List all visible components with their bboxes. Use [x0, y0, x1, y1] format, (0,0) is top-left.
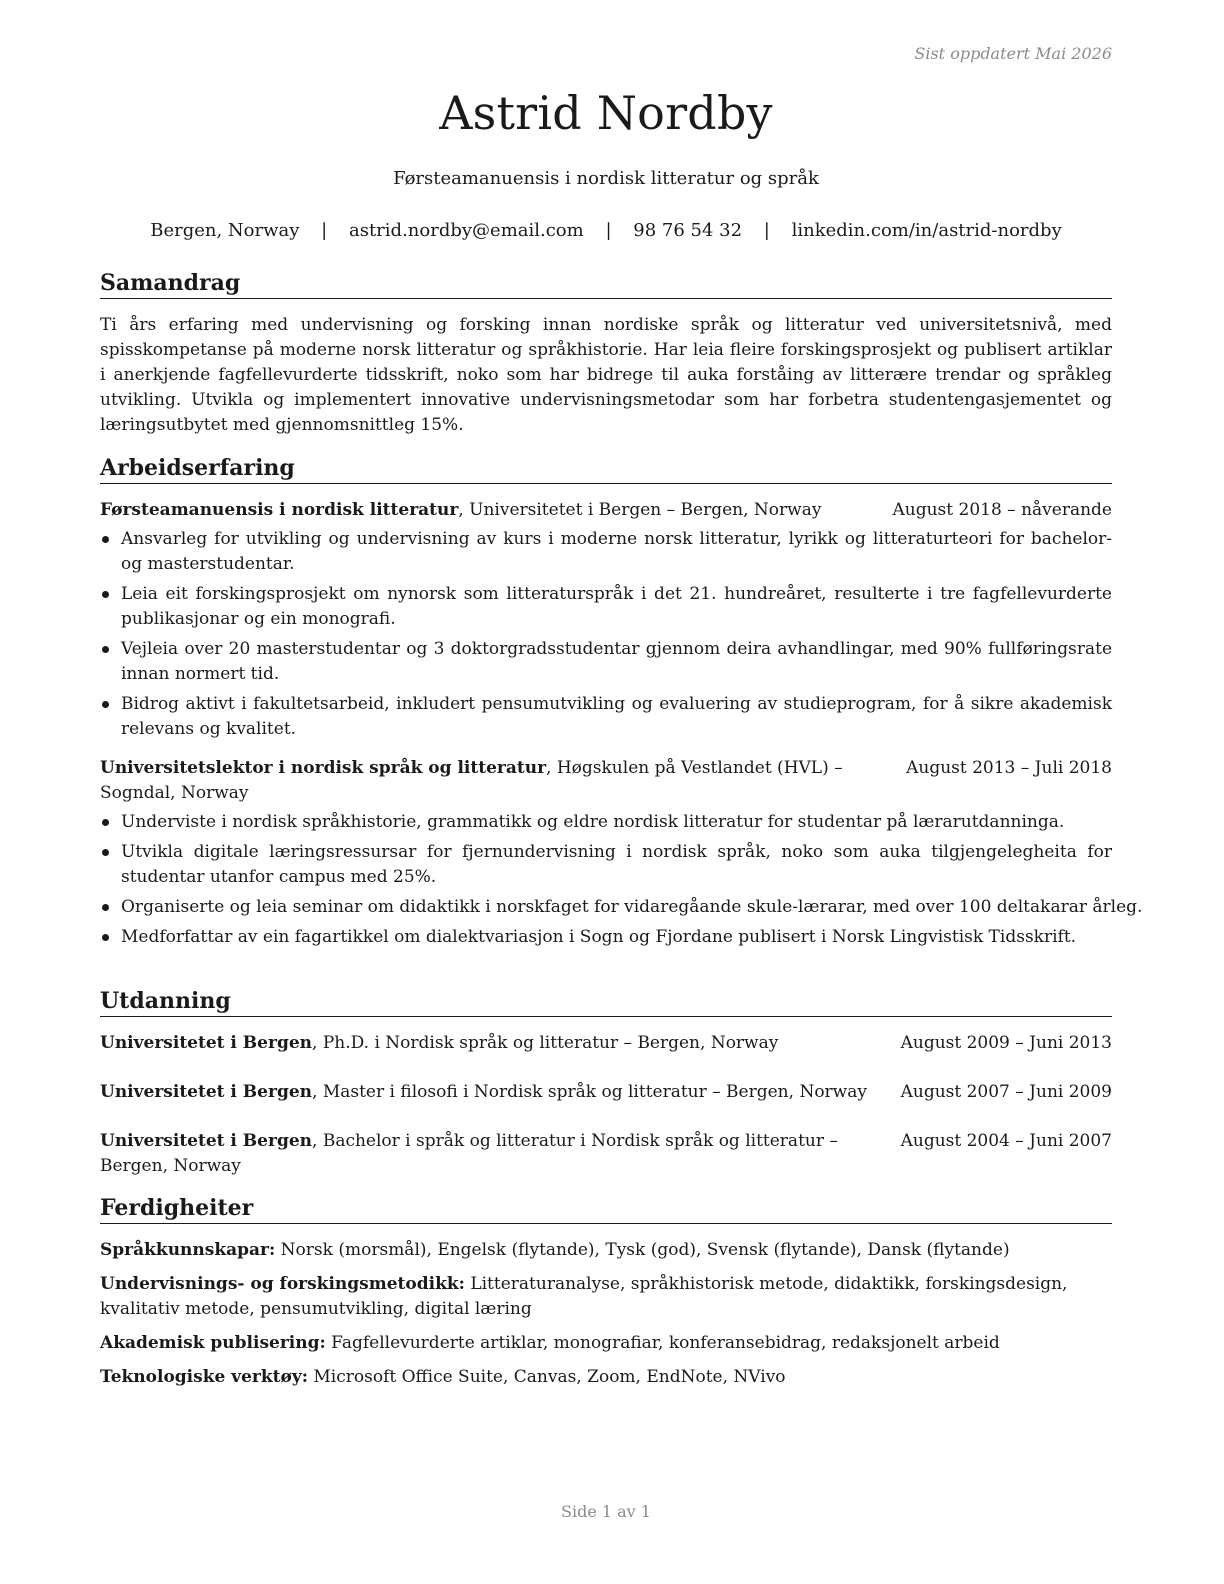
contact-location: Bergen, Norway	[150, 220, 300, 241]
education-entry	[100, 1129, 1112, 1179]
education-school: Universitetet i Bergen	[100, 1131, 313, 1151]
list-item: Vejleia over 20 masterstudentar og 3 doktorgradsstudentar gjennom deira avhandlingar, med 90% fullføringsrate innan normert tid.	[100, 637, 1112, 687]
job-place: , Universitetet i Bergen – Bergen, Norway	[458, 500, 822, 520]
education-dates: August 2007 – Juni 2009	[900, 1082, 1112, 1102]
job-dates: August 2013 – Juli 2018	[906, 758, 1112, 778]
section-title-experience: Arbeidserfaring	[100, 455, 1112, 484]
job-place: , Høgskulen på Vestlandet (HVL) – Sogndal, Norway	[100, 758, 843, 803]
list-item: Bidrog aktivt i fakultetsarbeid, inkludert pensumutvikling og evaluering av studieprogram, for å sikre akademisk relevans og kvalitet.	[100, 692, 1112, 742]
contact-linkedin[interactable]: linkedin.com/in/astrid-nordby	[791, 220, 1062, 241]
bullet-icon	[102, 646, 109, 653]
skill-line	[100, 1331, 1112, 1356]
skill-line	[100, 1365, 1112, 1390]
last-updated: Sist oppdatert Mai 2026	[914, 44, 1112, 63]
skill-value: Norsk (morsmål), Engelsk (flytande), Tysk (god), Svensk (flytande), Dansk (flytande)	[275, 1240, 1010, 1260]
summary-section	[100, 270, 1112, 438]
education-detail: , Bachelor i språk og litteratur i Nordisk språk og litteratur – Bergen, Norway	[100, 1131, 838, 1176]
education-detail: , Ph.D. i Nordisk språk og litteratur – Bergen, Norway	[312, 1033, 779, 1053]
skill-value: Litteraturanalyse, språkhistorisk metode, didaktikk, forskingsdesign, kvalitativ metode, pensumutvikling, digital læring	[100, 1274, 1068, 1319]
education-dates: August 2004 – Juni 2007	[900, 1131, 1112, 1151]
section-title-skills: Ferdigheiter	[100, 1195, 1112, 1224]
contact-line	[100, 220, 1112, 241]
bullet-icon	[102, 849, 109, 856]
skill-line	[100, 1238, 1112, 1263]
contact-phone: 98 76 54 32	[633, 220, 743, 241]
skill-label: Språkkunnskapar:	[100, 1240, 276, 1260]
list-item: Utvikla digitale læringsressursar for fjernundervisning i nordisk språk, noko som auka tilgjengelegheita for studentar utanfor campus med 25%.	[100, 840, 1112, 890]
job-dates: August 2018 – nåverande	[892, 500, 1112, 520]
list-item: Organiserte og leia seminar om didaktikk i norskfaget for vidaregåande skule-lærarar, med over 100 deltakarar årleg.	[100, 895, 1112, 920]
section-title-education: Utdanning	[100, 988, 1112, 1017]
bullet-icon	[102, 701, 109, 708]
job-bullets	[100, 810, 1143, 950]
contact-separator: |	[763, 220, 770, 241]
job-header	[100, 756, 1112, 806]
education-school: Universitetet i Bergen	[100, 1033, 313, 1053]
bullet-icon	[102, 536, 109, 543]
person-name: Astrid Nordby	[439, 86, 773, 140]
contact-separator: |	[321, 220, 328, 241]
job-entry	[100, 756, 1143, 950]
list-item: Ansvarleg for utvikling og undervisning av kurs i moderne norsk litteratur, lyrikk og litteraturteori for bachelor- og masterstudentar.	[100, 527, 1112, 577]
skill-line	[100, 1272, 1112, 1322]
page-number: Side 1 av 1	[561, 1502, 651, 1521]
experience-section	[100, 455, 1143, 955]
education-detail: , Master i filosofi i Nordisk språk og litteratur – Bergen, Norway	[312, 1082, 867, 1102]
education-school: Universitetet i Bergen	[100, 1082, 313, 1102]
skill-value: Microsoft Office Suite, Canvas, Zoom, EndNote, NVivo	[308, 1367, 786, 1387]
contact-separator: |	[605, 220, 612, 241]
job-header	[100, 498, 1112, 523]
skill-value: Fagfellevurderte artiklar, monografiar, konferansebidrag, redaksjonelt arbeid	[325, 1333, 1000, 1353]
bullet-icon	[102, 819, 109, 826]
job-bullets	[100, 527, 1112, 742]
education-section	[100, 988, 1112, 1179]
list-item: Medforfattar av ein fagartikkel om dialektvariasjon i Sogn og Fjordane publisert i Norsk Lingvistisk Tidsskrift.	[100, 925, 1112, 950]
skill-label: Undervisnings- og forskingsmetodikk:	[100, 1274, 465, 1294]
section-title-summary: Samandrag	[100, 270, 1112, 299]
list-item: Underviste i nordisk språkhistorie, grammatikk og eldre nordisk litteratur for studentar på lærarutdanninga.	[100, 810, 1112, 835]
contact-email[interactable]: astrid.nordby@email.com	[348, 220, 584, 241]
bullet-icon	[102, 591, 109, 598]
resume-page	[100, 0, 1143, 1584]
job-entry	[100, 498, 1112, 742]
bullet-icon	[102, 904, 109, 911]
job-role: Førsteamanuensis i nordisk litteratur	[100, 500, 459, 520]
bullet-icon	[102, 934, 109, 941]
education-entry	[100, 1031, 1112, 1056]
skill-label: Akademisk publisering:	[100, 1333, 326, 1353]
job-role: Universitetslektor i nordisk språk og litteratur	[100, 758, 547, 778]
list-item: Leia eit forskingsprosjekt om nynorsk som litteraturspråk i det 21. hundreåret, resulterte i tre fagfellevurderte publikasjonar og ein monografi.	[100, 582, 1112, 632]
skills-section	[100, 1195, 1112, 1399]
skill-label: Teknologiske verktøy:	[100, 1367, 308, 1387]
education-entry	[100, 1080, 1112, 1105]
education-dates: August 2009 – Juni 2013	[900, 1033, 1112, 1053]
headline: Førsteamanuensis i nordisk litteratur og språk	[393, 168, 819, 189]
summary-text: Ti års erfaring med undervisning og forsking innan nordiske språk og litteratur ved universitetsnivå, med spisskompetanse på moderne norsk litteratur og språkhistorie. Har leia fleire forskingsprosjekt og publisert artiklar i anerkjende fagfellevurderte tidsskrift, noko som har bidrege til auka forståing av litterære trendar og språkleg utvikling. Utvikla og implementert innovative undervisningsmetodar som har forbetra studentengasjementet og læringsutbytet med gjennomsnittleg 15%.	[100, 315, 1112, 435]
